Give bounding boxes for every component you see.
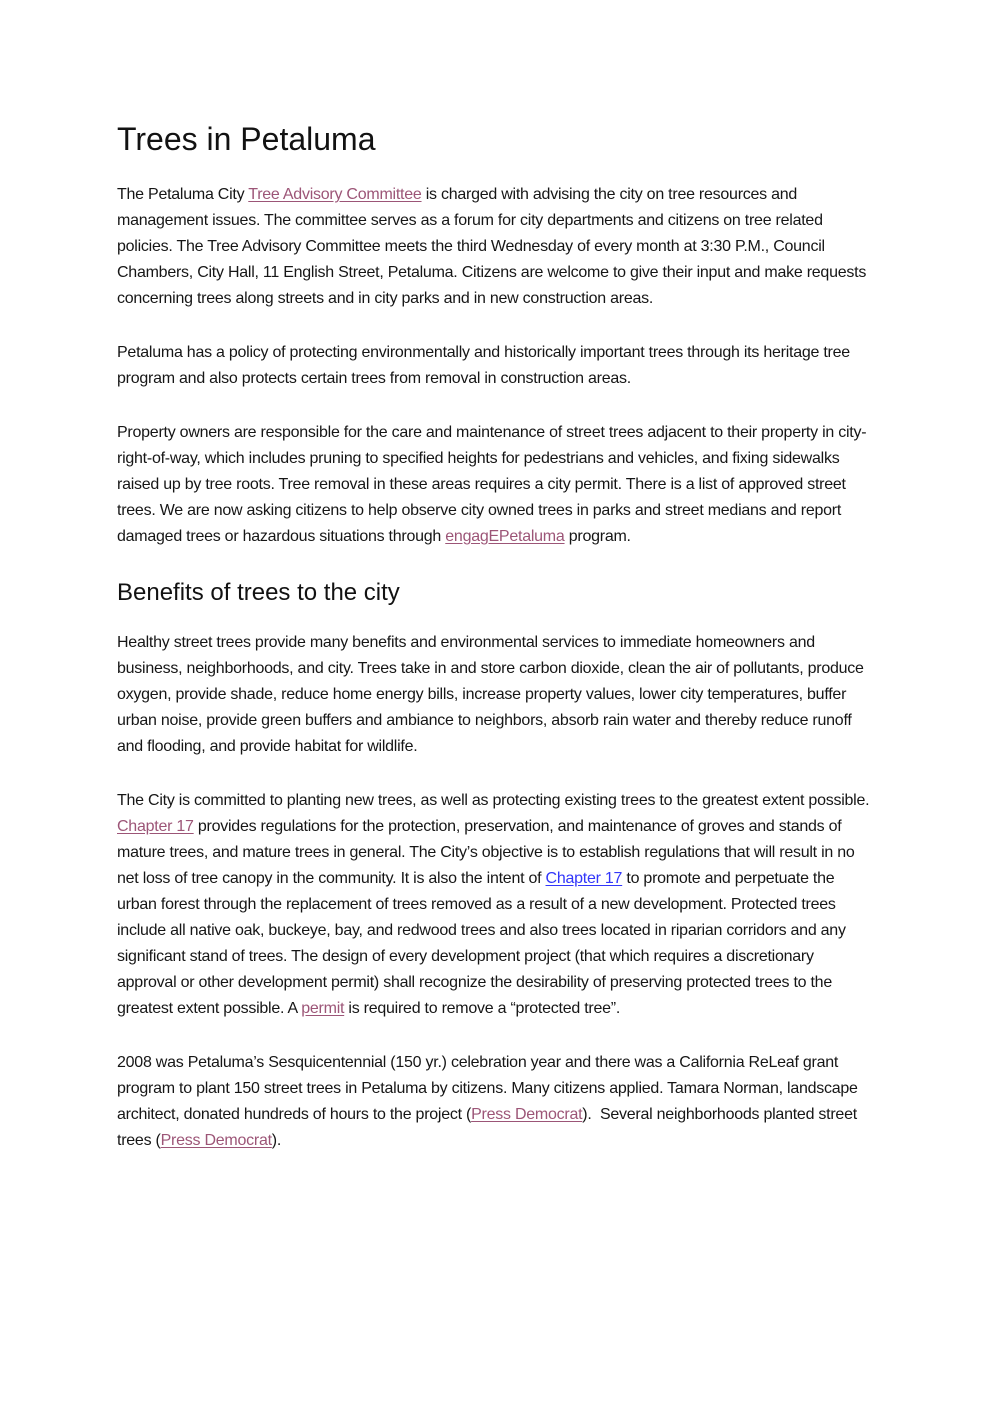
text-run: is charged with advising the city on tree resources and management issues. The committee serves as a forum for city departments and citizens on tree related policies. The Tree Advisory Committee meets the third Wednesday of every month at 3:30 P.M., Council Chambers, City Hall, 11 English Street, Petaluma. Citizens are welcome to give their input and make requests concerning trees along streets and in city parks and in new construction areas. [117,186,867,307]
link-engagepetaluma[interactable]: engagEPetaluma [445,528,565,545]
text-run: The Petaluma City [117,186,249,203]
link-tree-advisory-committee[interactable]: Tree Advisory Committee [248,186,422,203]
text-run: Petaluma has a policy of protecting environmentally and historically important trees through its heritage tree program and also protects certain trees from removal in construction areas. [117,344,850,387]
text-run: ). Several neighborhoods planted street trees ( [117,1106,857,1149]
page-title: Trees in Petaluma [117,121,376,157]
link-chapter-17-first[interactable]: Chapter 17 [117,818,194,835]
paragraph-benefits [117,630,875,760]
paragraph-tree-advisory-committee [117,182,875,312]
paragraph-releaf-grant [117,1050,875,1154]
section-heading-benefits: Benefits of trees to the city [117,579,400,606]
paragraph-heritage-tree-policy [117,340,875,392]
text-run: to promote and perpetuate the urban forest through the replacement of trees removed as a result of a new development. Protected trees include all native oak, buckeye, bay, and redwood trees and also trees located in riparian corridors and any significant stand of trees. The design of every development project (that which requires a discretionary approval or other development permit) shall recognize the desirability of preserving protected trees to the greatest extent possible. A [117,870,846,1017]
text-run: program. [564,528,631,545]
paragraph-property-owners [117,420,875,550]
link-press-democrat-1[interactable]: Press Democrat [471,1106,583,1123]
text-run: is required to remove a “protected tree”. [344,1000,621,1017]
text-run: ). [271,1132,282,1149]
link-chapter-17-second[interactable]: Chapter 17 [545,870,623,887]
link-press-democrat-2[interactable]: Press Democrat [160,1132,272,1149]
text-run: 2008 was Petaluma’s Sesquicentennial (150 yr.) celebration year and there was a California ReLeaf grant program to plant 150 street trees in Petaluma by citizens. Many citizens applied. Tamara Norman, landscape architect, donated hundreds of hours to the project ( [117,1054,858,1123]
text-run: The City is committed to planting new trees, as well as protecting existing trees to the greatest extent possible. [117,792,870,809]
link-permit[interactable]: permit [301,1000,345,1017]
text-run: Property owners are responsible for the care and maintenance of street trees adjacent to their property in city-right-of-way, which includes pruning to specified heights for pedestrians and vehicles, and fixing sidewalks raised up by tree roots. Tree removal in these areas requires a city permit. There is a list of approved street trees. We are now asking citizens to help observe city owned trees in parks and street medians and report damaged trees or hazardous situations through [117,424,867,545]
paragraph-chapter-17 [117,788,875,1022]
text-run: provides regulations for the protection, preservation, and maintenance of groves and stands of mature trees, and mature trees in general. The City’s objective is to establish regulations that will result in no net loss of tree canopy in the community. It is also the intent of [117,818,855,887]
text-run: Healthy street trees provide many benefits and environmental services to immediate homeowners and business, neighborhoods, and city. Trees take in and store carbon dioxide, clean the air of pollutants, produce oxygen, provide shade, reduce home energy bills, increase property values, lower city temperatures, buffer urban noise, provide green buffers and ambiance to neighbors, absorb rain water and thereby reduce runoff and flooding, and provide habitat for wildlife. [117,634,864,755]
